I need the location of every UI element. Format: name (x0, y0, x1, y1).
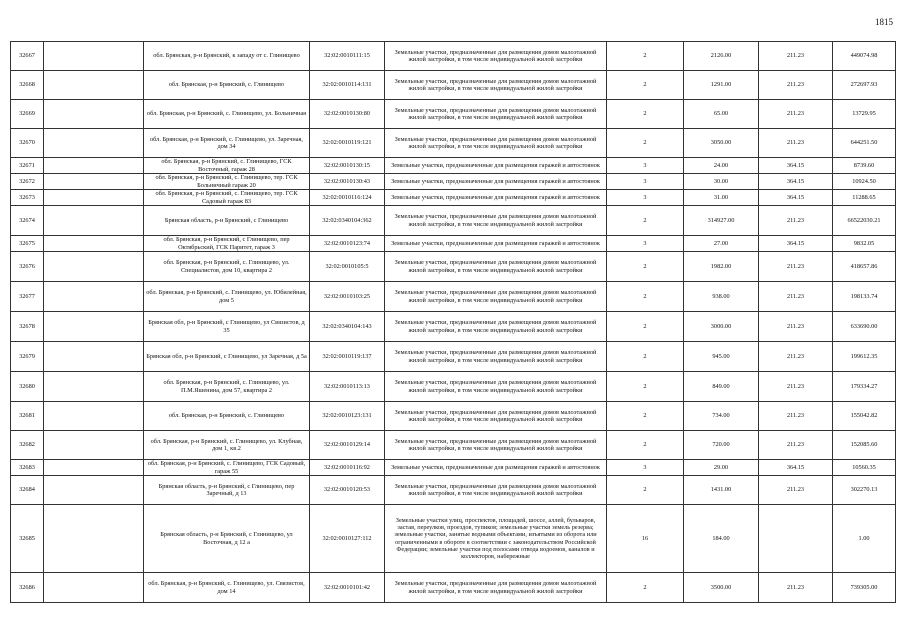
land-use-description: Земельные участки, предназначенные для размещения домов малоэтажной жилой застройки, в том числе индивидуальной жилой застройки (385, 282, 607, 312)
table-row (11, 42, 896, 71)
land-use-group: 2 (607, 402, 684, 431)
unit-price: 211.23 (759, 476, 833, 505)
land-use-group: 2 (607, 342, 684, 372)
address-cell: обл. Брянская, р-н Брянский, с. Глинищево, тер. ГСК Больничный гараж 20 (144, 174, 310, 190)
cadastral-number: 32:02:0010116:124 (310, 190, 385, 206)
blank-cell (44, 476, 144, 505)
land-use-group: 2 (607, 573, 684, 603)
cadastral-number: 32:02:0010130:15 (310, 158, 385, 174)
land-use-group: 3 (607, 158, 684, 174)
land-use-group: 2 (607, 372, 684, 402)
land-use-group: 2 (607, 476, 684, 505)
cadastral-value: 449074.98 (833, 42, 896, 71)
land-use-group: 2 (607, 71, 684, 100)
land-use-group: 2 (607, 206, 684, 236)
blank-cell (44, 342, 144, 372)
land-use-description: Земельные участки улиц, проспектов, площадей, шоссе, аллей, бульваров, застав, переулков, проездов, тупиков; земельные участки земель резерва; земельные участки, занятые водными объектами, изъятыми из оборота или ограниченными в обороте в соответствии с законодательством Российской Федерации; земельные участки под полосами отвода водоемов, каналов и коллекторов, набережные (385, 505, 607, 573)
unit-price: 211.23 (759, 282, 833, 312)
blank-cell (44, 573, 144, 603)
blank-cell (44, 372, 144, 402)
land-use-description: Земельные участки, предназначенные для размещения домов малоэтажной жилой застройки, в том числе индивидуальной жилой застройки (385, 312, 607, 342)
table-row (11, 174, 896, 190)
area-value: 3500.00 (684, 573, 759, 603)
address-cell: обл. Брянская, р-н Брянский, с. Глинищево, ул. Специалистов, дом 10, квартира 2 (144, 252, 310, 282)
table-row (11, 100, 896, 129)
table-row (11, 206, 896, 236)
unit-price: 211.23 (759, 252, 833, 282)
address-cell: обл. Брянская, р-н Брянский, с. Глинищево, ул. П.М.Яшенина, дом 57, квартира 2 (144, 372, 310, 402)
cadastral-number: 32:02:0010123:74 (310, 236, 385, 252)
area-value: 938.00 (684, 282, 759, 312)
unit-price: 211.23 (759, 342, 833, 372)
unit-price: 211.23 (759, 71, 833, 100)
record-number: 32686 (11, 573, 44, 603)
table-row (11, 431, 896, 460)
record-number: 32668 (11, 71, 44, 100)
table-row (11, 252, 896, 282)
blank-cell (44, 431, 144, 460)
unit-price: 364.15 (759, 236, 833, 252)
cadastral-number: 32:02:0010111:15 (310, 42, 385, 71)
blank-cell (44, 402, 144, 431)
cadastral-number: 32:02:0010113:13 (310, 372, 385, 402)
table-row (11, 312, 896, 342)
area-value: 3000.00 (684, 312, 759, 342)
record-number: 32670 (11, 129, 44, 158)
address-cell: Брянская обл, р-н Брянский, с Глинищево, ул Связистов, д 35 (144, 312, 310, 342)
area-value: 27.00 (684, 236, 759, 252)
cadastral-value: 11288.65 (833, 190, 896, 206)
area-value: 3050.00 (684, 129, 759, 158)
record-number: 32667 (11, 42, 44, 71)
land-use-description: Земельные участки, предназначенные для размещения домов малоэтажной жилой застройки, в том числе индивидуальной жилой застройки (385, 431, 607, 460)
record-number: 32679 (11, 342, 44, 372)
record-number: 32684 (11, 476, 44, 505)
unit-price: 211.23 (759, 312, 833, 342)
cadastral-number: 32:02:0010127:112 (310, 505, 385, 573)
address-cell: обл. Брянская, р-н Брянский, с. Глинищево (144, 71, 310, 100)
unit-price (759, 505, 833, 573)
cadastral-number: 32:02:0010103:25 (310, 282, 385, 312)
area-value: 31.00 (684, 190, 759, 206)
blank-cell (44, 460, 144, 476)
table-row (11, 71, 896, 100)
table-row (11, 282, 896, 312)
area-value: 29.00 (684, 460, 759, 476)
cadastral-value: 66522030.21 (833, 206, 896, 236)
address-cell: обл. Брянская, р-н Брянский, к западу от с. Глинищево (144, 42, 310, 71)
cadastral-value: 8739.60 (833, 158, 896, 174)
unit-price: 211.23 (759, 573, 833, 603)
area-value: 945.00 (684, 342, 759, 372)
cadastral-number: 32:02:0010119:121 (310, 129, 385, 158)
address-cell: обл. Брянская, р-н Брянский, с. Глинищево, ул. Юбилейная, дом 5 (144, 282, 310, 312)
table-row (11, 505, 896, 573)
land-use-group: 2 (607, 252, 684, 282)
record-number: 32672 (11, 174, 44, 190)
unit-price: 211.23 (759, 206, 833, 236)
area-value: 184.00 (684, 505, 759, 573)
cadastral-number: 32:02:0010119:137 (310, 342, 385, 372)
unit-price: 364.15 (759, 158, 833, 174)
area-value: 849.00 (684, 372, 759, 402)
unit-price: 211.23 (759, 431, 833, 460)
record-number: 32682 (11, 431, 44, 460)
record-number: 32669 (11, 100, 44, 129)
land-use-group: 3 (607, 236, 684, 252)
land-use-group: 3 (607, 174, 684, 190)
land-use-description: Земельные участки, предназначенные для размещения гаражей и автостоянок (385, 236, 607, 252)
land-use-description: Земельные участки, предназначенные для размещения домов малоэтажной жилой застройки, в том числе индивидуальной жилой застройки (385, 42, 607, 71)
land-register-table (10, 41, 896, 603)
land-use-description: Земельные участки, предназначенные для размещения домов малоэтажной жилой застройки, в том числе индивидуальной жилой застройки (385, 129, 607, 158)
record-number: 32681 (11, 402, 44, 431)
record-number: 32677 (11, 282, 44, 312)
record-number: 32671 (11, 158, 44, 174)
area-value: 24.00 (684, 158, 759, 174)
blank-cell (44, 206, 144, 236)
table-row (11, 190, 896, 206)
blank-cell (44, 158, 144, 174)
blank-cell (44, 312, 144, 342)
land-use-group: 2 (607, 42, 684, 71)
cadastral-number: 32:02:0010120:53 (310, 476, 385, 505)
land-use-description: Земельные участки, предназначенные для размещения домов малоэтажной жилой застройки, в том числе индивидуальной жилой застройки (385, 100, 607, 129)
address-cell: обл. Брянская, р-н Брянский, с. Глинищево, ГСК Садовый, гараж 55 (144, 460, 310, 476)
land-use-description: Земельные участки, предназначенные для размещения гаражей и автостоянок (385, 174, 607, 190)
area-value: 30.00 (684, 174, 759, 190)
address-cell: Брянская область, р-н Брянский, с Глинищево, ул Восточная, д 12 а (144, 505, 310, 573)
land-use-description: Земельные участки, предназначенные для размещения домов малоэтажной жилой застройки, в том числе индивидуальной жилой застройки (385, 71, 607, 100)
cadastral-number: 32:02:0010123:131 (310, 402, 385, 431)
unit-price: 211.23 (759, 42, 833, 71)
blank-cell (44, 129, 144, 158)
cadastral-value: 633690.00 (833, 312, 896, 342)
blank-cell (44, 190, 144, 206)
cadastral-value: 302270.13 (833, 476, 896, 505)
cadastral-value: 272697.93 (833, 71, 896, 100)
address-cell: Брянская обл, р-н Брянский, с Глинищево, ул Заречная, д 5а (144, 342, 310, 372)
cadastral-number: 32:02:0340104:143 (310, 312, 385, 342)
cadastral-value: 10560.35 (833, 460, 896, 476)
land-use-description: Земельные участки, предназначенные для размещения домов малоэтажной жилой застройки, в том числе индивидуальной жилой застройки (385, 402, 607, 431)
area-value: 65.00 (684, 100, 759, 129)
cadastral-value: 644251.50 (833, 129, 896, 158)
unit-price: 211.23 (759, 402, 833, 431)
table-row (11, 236, 896, 252)
land-use-group: 2 (607, 129, 684, 158)
land-use-description: Земельные участки, предназначенные для размещения домов малоэтажной жилой застройки, в том числе индивидуальной жилой застройки (385, 206, 607, 236)
address-cell: обл. Брянская, р-н Брянский, с. Глинищево, ГСК Восточный, гараж 28 (144, 158, 310, 174)
blank-cell (44, 100, 144, 129)
record-number: 32673 (11, 190, 44, 206)
table-row (11, 476, 896, 505)
table-row (11, 460, 896, 476)
address-cell: Брянская область, р-н Брянский, с Глинищево, пер Заречный, д 13 (144, 476, 310, 505)
cadastral-number: 32:02:0010130:43 (310, 174, 385, 190)
cadastral-value: 739305.00 (833, 573, 896, 603)
record-number: 32685 (11, 505, 44, 573)
cadastral-value: 10924.50 (833, 174, 896, 190)
cadastral-number: 32:02:0010105:5 (310, 252, 385, 282)
unit-price: 364.15 (759, 190, 833, 206)
unit-price: 364.15 (759, 174, 833, 190)
cadastral-number: 32:02:0010114:131 (310, 71, 385, 100)
record-number: 32680 (11, 372, 44, 402)
table-row (11, 573, 896, 603)
land-use-description: Земельные участки, предназначенные для размещения домов малоэтажной жилой застройки, в том числе индивидуальной жилой застройки (385, 372, 607, 402)
address-cell: обл. Брянская, р-н Брянский, с. Глинищево, ул. Заречная, дом 34 (144, 129, 310, 158)
area-value: 2126.00 (684, 42, 759, 71)
address-cell: обл. Брянская, р-н Брянский, с Глинищево, пер Октябрьский, ГСК Паритет, гараж 3 (144, 236, 310, 252)
land-use-group: 16 (607, 505, 684, 573)
table-row (11, 158, 896, 174)
land-use-description: Земельные участки, предназначенные для размещения домов малоэтажной жилой застройки, в том числе индивидуальной жилой застройки (385, 476, 607, 505)
blank-cell (44, 42, 144, 71)
unit-price: 211.23 (759, 100, 833, 129)
record-number: 32674 (11, 206, 44, 236)
record-number: 32678 (11, 312, 44, 342)
land-use-description: Земельные участки, предназначенные для размещения домов малоэтажной жилой застройки, в том числе индивидуальной жилой застройки (385, 573, 607, 603)
table-row (11, 402, 896, 431)
table-row (11, 129, 896, 158)
blank-cell (44, 236, 144, 252)
land-use-group: 2 (607, 100, 684, 129)
cadastral-value: 199612.35 (833, 342, 896, 372)
blank-cell (44, 252, 144, 282)
land-use-description: Земельные участки, предназначенные для размещения домов малоэтажной жилой застройки, в том числе индивидуальной жилой застройки (385, 342, 607, 372)
area-value: 734.00 (684, 402, 759, 431)
land-use-description: Земельные участки, предназначенные для размещения домов малоэтажной жилой застройки, в том числе индивидуальной жилой застройки (385, 252, 607, 282)
address-cell: обл. Брянская, р-н Брянский, с. Глинищево, тер. ГСК Садовый гараж 83 (144, 190, 310, 206)
address-cell: обл. Брянская, р-н Брянский, с. Глинищево, ул. Связистов, дом 14 (144, 573, 310, 603)
address-cell: обл. Брянская, р-н Брянский, с. Глинищево, ул. Больничная (144, 100, 310, 129)
land-use-description: Земельные участки, предназначенные для размещения гаражей и автостоянок (385, 460, 607, 476)
unit-price: 211.23 (759, 372, 833, 402)
cadastral-number: 32:02:0010116:92 (310, 460, 385, 476)
cadastral-number: 32:02:0010101:42 (310, 573, 385, 603)
record-number: 32683 (11, 460, 44, 476)
address-cell: обл. Брянская, р-н Брянский, с. Глинищево, ул. Клубная, дом 1, кв.2 (144, 431, 310, 460)
record-number: 32675 (11, 236, 44, 252)
blank-cell (44, 282, 144, 312)
area-value: 720.00 (684, 431, 759, 460)
page-number: 1815 (875, 17, 893, 27)
blank-cell (44, 71, 144, 100)
land-use-group: 3 (607, 190, 684, 206)
record-number: 32676 (11, 252, 44, 282)
area-value: 1431.00 (684, 476, 759, 505)
cadastral-value: 198133.74 (833, 282, 896, 312)
area-value: 1291.00 (684, 71, 759, 100)
land-use-description: Земельные участки, предназначенные для размещения гаражей и автостоянок (385, 190, 607, 206)
table-row (11, 372, 896, 402)
cadastral-value: 152085.60 (833, 431, 896, 460)
address-cell: обл. Брянская, р-н Брянский, с. Глинищево (144, 402, 310, 431)
area-value: 314927.00 (684, 206, 759, 236)
cadastral-value: 155042.82 (833, 402, 896, 431)
unit-price: 211.23 (759, 129, 833, 158)
table-row (11, 342, 896, 372)
land-use-group: 2 (607, 431, 684, 460)
cadastral-value: 1.00 (833, 505, 896, 573)
cadastral-number: 32:02:0010130:80 (310, 100, 385, 129)
cadastral-value: 179334.27 (833, 372, 896, 402)
land-use-group: 2 (607, 282, 684, 312)
address-cell: Брянская область, р-н Брянский, с Глинищево (144, 206, 310, 236)
cadastral-value: 418657.86 (833, 252, 896, 282)
cadastral-value: 9832.05 (833, 236, 896, 252)
land-use-group: 3 (607, 460, 684, 476)
area-value: 1982.00 (684, 252, 759, 282)
cadastral-number: 32:02:0010129:14 (310, 431, 385, 460)
cadastral-number: 32:02:0340104:362 (310, 206, 385, 236)
blank-cell (44, 505, 144, 573)
unit-price: 364.15 (759, 460, 833, 476)
land-use-description: Земельные участки, предназначенные для размещения гаражей и автостоянок (385, 158, 607, 174)
blank-cell (44, 174, 144, 190)
land-use-group: 2 (607, 312, 684, 342)
cadastral-value: 13729.95 (833, 100, 896, 129)
